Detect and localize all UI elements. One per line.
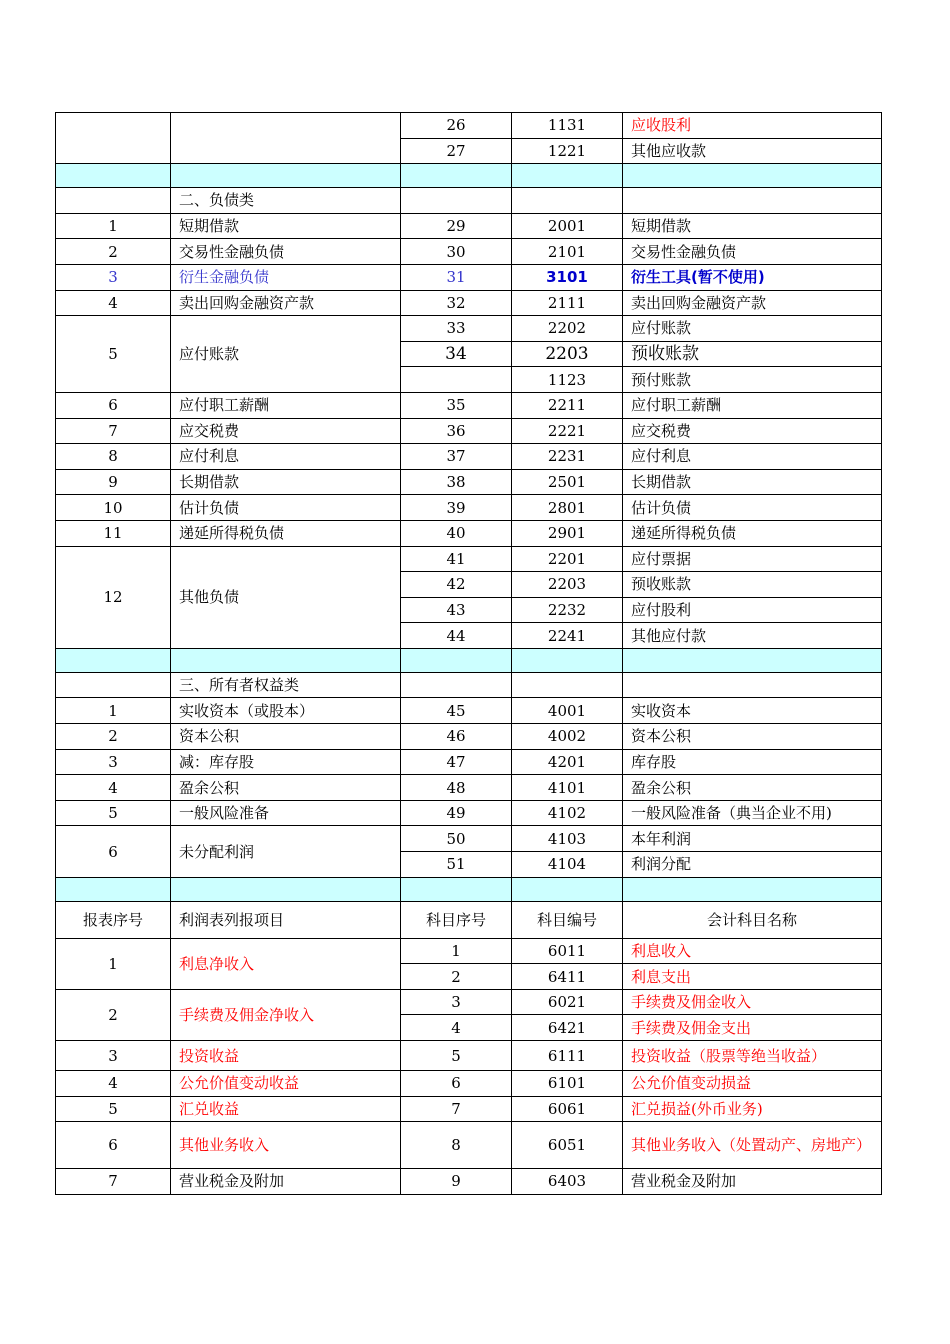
account-name-cell: 一般风险准备（典当企业不用) — [623, 800, 882, 826]
account-name-cell: 卖出回购金融资产款 — [623, 290, 882, 316]
table-row — [56, 800, 882, 826]
account-seq-cell: 40 — [401, 520, 512, 546]
account-name-cell: 手续费及佣金支出 — [623, 1015, 882, 1041]
report-item-cell: 其他负债 — [171, 546, 401, 648]
report-seq-cell: 6 — [56, 392, 171, 418]
account-seq-cell: 39 — [401, 495, 512, 521]
section-title-row — [56, 188, 882, 214]
account-name-cell: 应付利息 — [623, 444, 882, 470]
account-code-cell: 2111 — [512, 290, 623, 316]
account-seq-cell: 9 — [401, 1169, 512, 1195]
account-code-cell: 2901 — [512, 520, 623, 546]
account-seq-cell: 50 — [401, 826, 512, 852]
account-name-cell: 利息收入 — [623, 938, 882, 964]
report-item-cell: 应交税费 — [171, 418, 401, 444]
account-code-cell: 4101 — [512, 775, 623, 801]
account-seq-cell: 8 — [401, 1122, 512, 1169]
table-row — [56, 775, 882, 801]
table-row — [56, 213, 882, 239]
account-code-cell: 2801 — [512, 495, 623, 521]
report-item-cell: 卖出回购金融资产款 — [171, 290, 401, 316]
separator-row — [56, 877, 882, 901]
empty-cell — [56, 113, 171, 164]
report-seq-cell: 3 — [56, 1041, 171, 1071]
section-title-row — [56, 672, 882, 698]
account-code-cell: 6101 — [512, 1071, 623, 1097]
account-name-cell: 其他业务收入（处置动产、房地产） — [623, 1122, 882, 1169]
account-seq-cell: 44 — [401, 623, 512, 649]
account-code-cell: 2201 — [512, 546, 623, 572]
table-row — [56, 749, 882, 775]
report-item-cell: 交易性金融负债 — [171, 239, 401, 265]
account-seq-cell — [401, 367, 512, 393]
report-seq-cell: 10 — [56, 495, 171, 521]
account-name-cell: 应付账款 — [623, 316, 882, 342]
account-name-cell: 本年利润 — [623, 826, 882, 852]
report-item-cell: 衍生金融负债 — [171, 264, 401, 290]
account-name-cell: 库存股 — [623, 749, 882, 775]
account-name-cell: 盈余公积 — [623, 775, 882, 801]
account-code-cell: 6021 — [512, 989, 623, 1015]
account-seq-cell: 34 — [401, 341, 512, 367]
account-code-cell: 6011 — [512, 938, 623, 964]
column-header: 报表序号 — [56, 901, 171, 938]
account-seq-cell: 6 — [401, 1071, 512, 1097]
account-code-cell: 6051 — [512, 1122, 623, 1169]
table-row — [56, 495, 882, 521]
account-code-cell: 1131 — [512, 113, 623, 139]
report-seq-cell: 3 — [56, 264, 171, 290]
column-header: 科目编号 — [512, 901, 623, 938]
report-item-cell: 一般风险准备 — [171, 800, 401, 826]
section-title: 三、所有者权益类 — [171, 672, 401, 698]
table-row — [56, 546, 882, 572]
account-seq-cell: 49 — [401, 800, 512, 826]
report-item-cell: 营业税金及附加 — [171, 1169, 401, 1195]
account-name-cell: 预收账款 — [623, 341, 882, 367]
account-code-cell: 6421 — [512, 1015, 623, 1041]
report-item-cell: 长期借款 — [171, 469, 401, 495]
report-seq-cell: 1 — [56, 698, 171, 724]
account-code-cell: 4103 — [512, 826, 623, 852]
account-code-cell: 6061 — [512, 1096, 623, 1122]
column-header: 科目序号 — [401, 901, 512, 938]
account-name-cell: 短期借款 — [623, 213, 882, 239]
report-item-cell: 投资收益 — [171, 1041, 401, 1071]
account-seq-cell: 41 — [401, 546, 512, 572]
report-item-cell: 汇兑收益 — [171, 1096, 401, 1122]
report-item-cell: 盈余公积 — [171, 775, 401, 801]
report-seq-cell: 7 — [56, 1169, 171, 1195]
account-seq-cell: 43 — [401, 597, 512, 623]
section-title: 二、负债类 — [171, 188, 401, 214]
account-name-cell: 应付职工薪酬 — [623, 392, 882, 418]
account-code-cell: 4102 — [512, 800, 623, 826]
account-seq-cell: 1 — [401, 938, 512, 964]
report-item-cell: 应付利息 — [171, 444, 401, 470]
account-code-cell: 4001 — [512, 698, 623, 724]
account-seq-cell: 36 — [401, 418, 512, 444]
report-item-cell: 手续费及佣金净收入 — [171, 989, 401, 1040]
table-row — [56, 392, 882, 418]
report-seq-cell: 2 — [56, 239, 171, 265]
report-seq-cell: 2 — [56, 724, 171, 750]
report-item-cell: 资本公积 — [171, 724, 401, 750]
account-name-cell: 应付股利 — [623, 597, 882, 623]
account-name-cell: 利润分配 — [623, 852, 882, 878]
report-item-cell: 估计负债 — [171, 495, 401, 521]
account-mapping-table — [55, 112, 882, 1195]
account-code-cell: 4104 — [512, 852, 623, 878]
account-code-cell: 4201 — [512, 749, 623, 775]
empty-cell — [171, 113, 401, 164]
account-code-cell: 2241 — [512, 623, 623, 649]
account-seq-cell: 29 — [401, 213, 512, 239]
report-seq-cell: 11 — [56, 520, 171, 546]
account-name-cell: 长期借款 — [623, 469, 882, 495]
report-item-cell: 公允价值变动收益 — [171, 1071, 401, 1097]
report-item-cell: 实收资本（或股本） — [171, 698, 401, 724]
account-seq-cell: 45 — [401, 698, 512, 724]
separator-row — [56, 648, 882, 672]
account-name-cell: 递延所得税负债 — [623, 520, 882, 546]
table-row — [56, 826, 882, 852]
report-seq-cell: 12 — [56, 546, 171, 648]
account-seq-cell: 32 — [401, 290, 512, 316]
table-row — [56, 290, 882, 316]
table-row — [56, 1122, 882, 1169]
report-item-cell: 减：库存股 — [171, 749, 401, 775]
account-name-cell: 其他应付款 — [623, 623, 882, 649]
account-code-cell: 6411 — [512, 964, 623, 990]
table-row — [56, 469, 882, 495]
account-name-cell: 公允价值变动损益 — [623, 1071, 882, 1097]
account-seq-cell: 7 — [401, 1096, 512, 1122]
account-code-cell: 2203 — [512, 341, 623, 367]
report-seq-cell: 4 — [56, 1071, 171, 1097]
account-seq-cell: 27 — [401, 138, 512, 164]
table-row — [56, 1169, 882, 1195]
report-seq-cell: 4 — [56, 775, 171, 801]
table-row — [56, 239, 882, 265]
account-name-cell: 预收账款 — [623, 572, 882, 598]
account-code-cell: 6403 — [512, 1169, 623, 1195]
account-name-cell: 衍生工具(暂不使用) — [623, 264, 882, 290]
account-code-cell: 1123 — [512, 367, 623, 393]
account-seq-cell: 5 — [401, 1041, 512, 1071]
report-seq-cell: 6 — [56, 1122, 171, 1169]
column-header: 利润表列报项目 — [171, 901, 401, 938]
report-item-cell: 应付职工薪酬 — [171, 392, 401, 418]
account-seq-cell: 35 — [401, 392, 512, 418]
table-row — [56, 1041, 882, 1071]
table-row — [56, 113, 882, 139]
account-seq-cell: 4 — [401, 1015, 512, 1041]
table-row — [56, 724, 882, 750]
table-row — [56, 1096, 882, 1122]
account-name-cell: 资本公积 — [623, 724, 882, 750]
account-name-cell: 估计负债 — [623, 495, 882, 521]
account-seq-cell: 3 — [401, 989, 512, 1015]
report-item-cell: 利息净收入 — [171, 938, 401, 989]
table-row — [56, 520, 882, 546]
report-seq-cell: 2 — [56, 989, 171, 1040]
account-name-cell: 手续费及佣金收入 — [623, 989, 882, 1015]
account-name-cell: 应交税费 — [623, 418, 882, 444]
table-row — [56, 1071, 882, 1097]
account-name-cell: 投资收益（股票等绝当收益） — [623, 1041, 882, 1071]
account-code-cell: 3101 — [512, 264, 623, 290]
account-name-cell: 应收股利 — [623, 113, 882, 139]
account-code-cell: 2211 — [512, 392, 623, 418]
report-seq-cell: 3 — [56, 749, 171, 775]
account-name-cell: 应付票据 — [623, 546, 882, 572]
report-item-cell: 递延所得税负债 — [171, 520, 401, 546]
table-row — [56, 264, 882, 290]
account-code-cell: 2231 — [512, 444, 623, 470]
report-seq-cell: 1 — [56, 213, 171, 239]
account-seq-cell: 37 — [401, 444, 512, 470]
account-code-cell: 2232 — [512, 597, 623, 623]
account-name-cell: 营业税金及附加 — [623, 1169, 882, 1195]
account-seq-cell: 33 — [401, 316, 512, 342]
table-row — [56, 938, 882, 964]
report-seq-cell: 5 — [56, 1096, 171, 1122]
report-seq-cell: 5 — [56, 316, 171, 393]
table-row — [56, 418, 882, 444]
account-code-cell: 2221 — [512, 418, 623, 444]
account-seq-cell: 42 — [401, 572, 512, 598]
account-code-cell: 1221 — [512, 138, 623, 164]
account-seq-cell: 48 — [401, 775, 512, 801]
account-seq-cell: 46 — [401, 724, 512, 750]
report-item-cell: 短期借款 — [171, 213, 401, 239]
account-code-cell: 2203 — [512, 572, 623, 598]
account-name-cell: 预付账款 — [623, 367, 882, 393]
separator-row — [56, 164, 882, 188]
account-name-cell: 实收资本 — [623, 698, 882, 724]
table-row — [56, 316, 882, 342]
account-seq-cell: 31 — [401, 264, 512, 290]
account-code-cell: 2001 — [512, 213, 623, 239]
account-code-cell: 2501 — [512, 469, 623, 495]
report-seq-cell: 8 — [56, 444, 171, 470]
report-seq-cell: 5 — [56, 800, 171, 826]
report-seq-cell: 4 — [56, 290, 171, 316]
account-seq-cell: 26 — [401, 113, 512, 139]
account-code-cell: 2202 — [512, 316, 623, 342]
account-seq-cell: 30 — [401, 239, 512, 265]
report-item-cell: 未分配利润 — [171, 826, 401, 877]
account-seq-cell: 51 — [401, 852, 512, 878]
table-row — [56, 698, 882, 724]
account-name-cell: 利息支出 — [623, 964, 882, 990]
report-seq-cell: 9 — [56, 469, 171, 495]
account-name-cell: 汇兑损益(外币业务) — [623, 1096, 882, 1122]
column-header: 会计科目名称 — [623, 901, 882, 938]
report-item-cell: 其他业务收入 — [171, 1122, 401, 1169]
report-item-cell: 应付账款 — [171, 316, 401, 393]
table-row — [56, 989, 882, 1015]
report-seq-cell: 6 — [56, 826, 171, 877]
account-seq-cell: 38 — [401, 469, 512, 495]
account-seq-cell: 47 — [401, 749, 512, 775]
account-code-cell: 6111 — [512, 1041, 623, 1071]
account-code-cell: 2101 — [512, 239, 623, 265]
report-seq-cell: 1 — [56, 938, 171, 989]
table-row — [56, 444, 882, 470]
header-row — [56, 901, 882, 938]
report-seq-cell: 7 — [56, 418, 171, 444]
account-code-cell: 4002 — [512, 724, 623, 750]
account-name-cell: 交易性金融负债 — [623, 239, 882, 265]
account-seq-cell: 2 — [401, 964, 512, 990]
account-name-cell: 其他应收款 — [623, 138, 882, 164]
